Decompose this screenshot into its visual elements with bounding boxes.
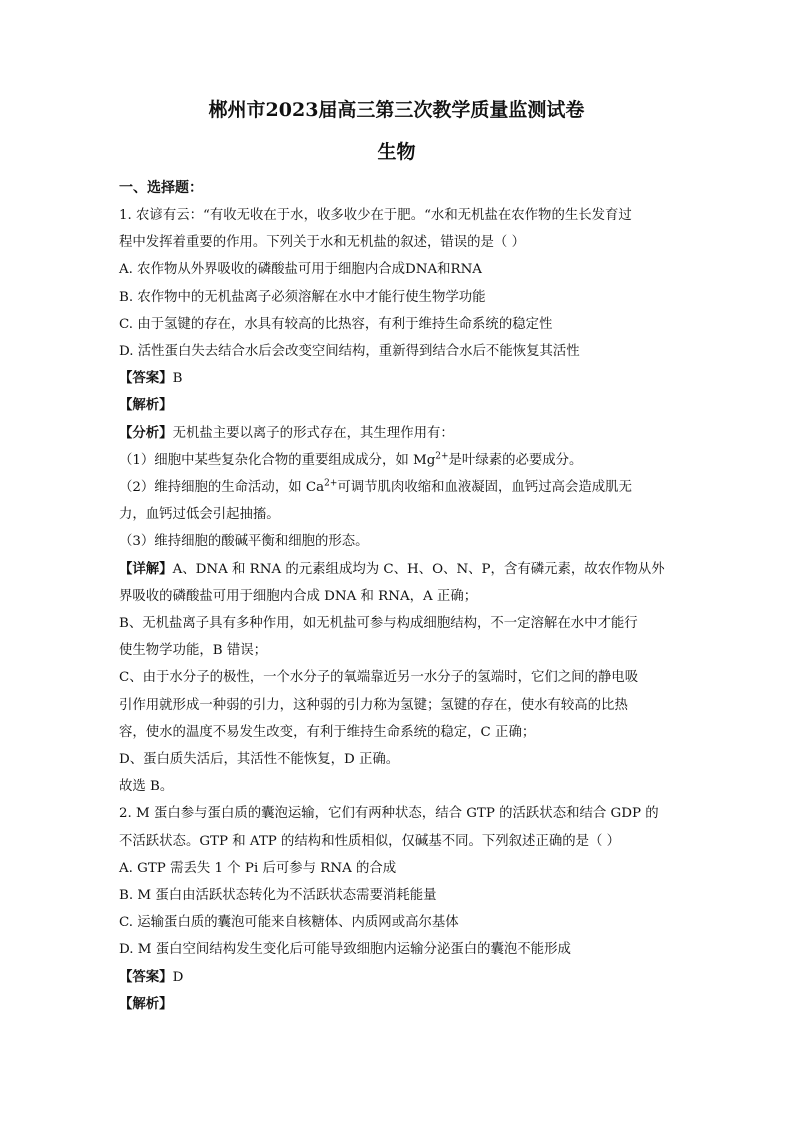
fenxi-tag: 【分析】 <box>119 424 173 441</box>
answer-value: D <box>172 969 184 985</box>
point-2-text: （2）维持细胞的生命活动，如 Ca <box>119 480 325 496</box>
q1-detail-6: 引作用就形成一种弱的引力，这种弱的引力称为氢键；氢键的存在，使水有较高的比热 <box>119 697 628 713</box>
ca-superscript: 2+ <box>324 478 338 489</box>
q2-option-d: D. M 蛋白空间结构发生变化后可能导致细胞内运输分泌蛋白的囊泡不能形成 <box>119 942 571 958</box>
point-2-text-end: 可调节肌肉收缩和血液凝固，血钙过高会造成肌无 <box>337 480 632 496</box>
section-heading: 一、选择题： <box>119 180 203 196</box>
q1-conclusion: 故选 B。 <box>119 779 174 795</box>
q1-stem-line-2: 程中发挥着重要的作用。下列关于水和无机盐的叙述，错误的是（ ） <box>119 235 525 251</box>
q1-detail-7: 容，使水的温度不易发生改变，有利于维持生命系统的稳定，C 正确； <box>119 724 536 740</box>
q1-detail-4: 使生物学功能，B 错误； <box>119 643 268 659</box>
fenxi-text: 无机盐主要以离子的形式存在，其生理作用有： <box>172 425 454 441</box>
q1-detail-8: D、蛋白质失活后，其活性不能恢复，D 正确。 <box>119 752 400 768</box>
q2-option-a: A. GTP 需丢失 1 个 Pi 后可参与 RNA 的合成 <box>119 860 397 876</box>
page-title: 郴州市2023届高三第三次教学质量监测试卷 <box>208 99 585 121</box>
answer-tag: 【答案】 <box>119 968 173 985</box>
q1-answer <box>119 365 674 392</box>
q1-option-d: D. 活性蛋白失去结合水后会改变空间结构，重新得到结合水后不能恢复其活性 <box>119 344 580 360</box>
q2-analysis <box>119 991 674 1018</box>
q1-option-c: C. 由于氢键的存在，水具有较高的比热容，有利于维持生命系统的稳定性 <box>119 316 553 332</box>
answer-value: B <box>172 371 183 387</box>
q1-detail-2: 界吸收的磷酸盐可用于细胞内合成 DNA 和 RNA，A 正确； <box>119 588 478 604</box>
mg-superscript: 2+ <box>435 451 449 462</box>
q2-stem-line-1: 2. M 蛋白参与蛋白质的囊泡运输，它们有两种状态，结合 GTP 的活跃状态和结合 GDP 的 <box>119 806 659 822</box>
detail-text: A、DNA 和 RNA 的元素组成均为 C、H、O、N、P，含有磷元素，故农作物从外 <box>172 561 665 577</box>
q1-analysis <box>119 392 674 419</box>
answer-tag: 【答案】 <box>119 370 173 387</box>
q2-option-c: C. 运输蛋白质的囊泡可能来自核糖体、内质网或高尔基体 <box>119 915 459 931</box>
xiangjie-tag: 【详解】 <box>119 560 173 577</box>
q1-stem-line-1: 1. 农谚有云：“有收无收在于水，收多收少在于肥。“水和无机盐在农作物的生长发育过 <box>119 208 632 223</box>
q1-point-1 <box>119 447 674 474</box>
q1-option-a: A. 农作物从外界吸收的磷酸盐可用于细胞内合成DNA和RNA <box>119 262 482 278</box>
point-1-text-end: 是叶绿素的必要成分。 <box>448 452 583 468</box>
q1-detail-5: C、由于水分子的极性，一个水分子的氧端靠近另一水分子的氢端时，它们之间的静电吸 <box>119 670 639 686</box>
q1-fenxi <box>119 420 674 447</box>
q2-answer <box>119 964 674 991</box>
subject-title: 生物 <box>377 141 416 163</box>
q2-option-b: B. M 蛋白由活跃状态转化为不活跃状态需要消耗能量 <box>119 888 437 904</box>
q1-point-2 <box>119 474 674 501</box>
q1-point-2-cont: 力，血钙过低会引起抽搐。 <box>119 507 280 523</box>
q1-point-3: （3）维持细胞的酸碱平衡和细胞的形态。 <box>119 534 369 550</box>
analysis-tag: 【解析】 <box>119 397 173 414</box>
q1-option-b: B. 农作物中的无机盐离子必须溶解在水中才能行使生物学功能 <box>119 289 486 305</box>
q1-detail-1 <box>119 556 674 583</box>
q1-detail-3: B、无机盐离子具有多种作用，如无机盐可参与构成细胞结构，不一定溶解在水中才能行 <box>119 616 638 632</box>
point-1-text: （1）细胞中某些复杂化合物的重要组成成分，如 Mg <box>119 452 436 468</box>
q2-stem-line-2: 不活跃状态。GTP 和 ATP 的结构和性质相似，仅碱基不同。下列叙述正确的是（ ） <box>119 833 621 849</box>
analysis-tag: 【解析】 <box>119 995 173 1012</box>
